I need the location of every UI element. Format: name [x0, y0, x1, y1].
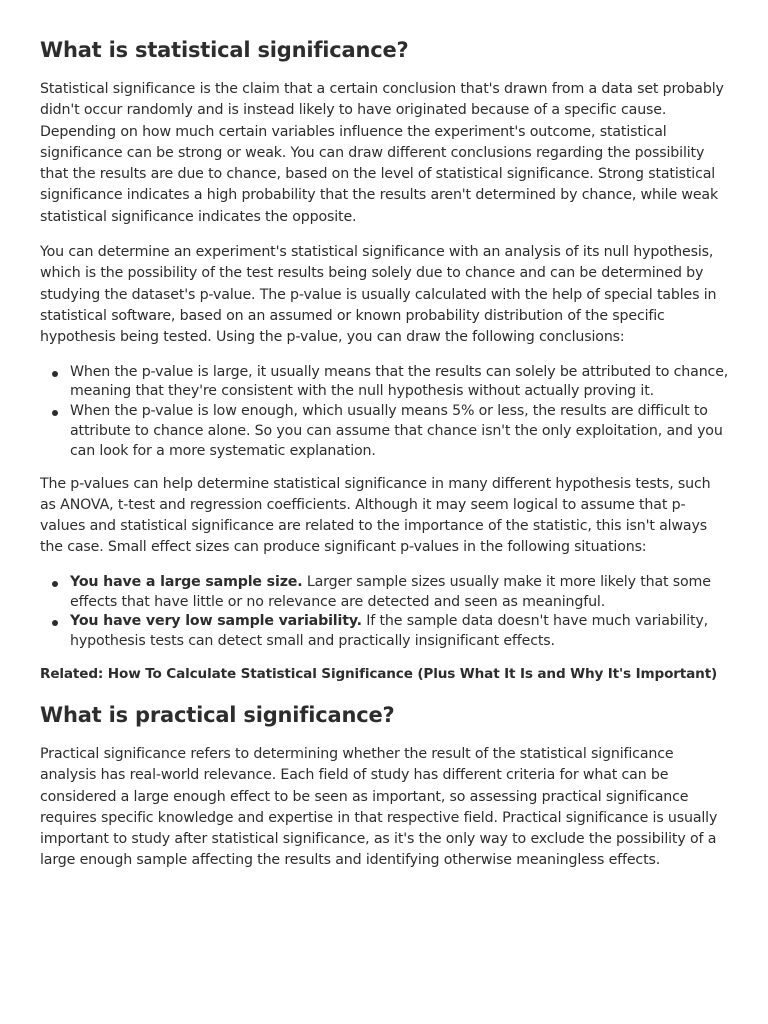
- list-item-text: When the p-value is low enough, which usually means 5% or less, the results are difficult to attribute to chance alone. So you can assume that chance isn't the only exploitation, and you can look for a more systematic explanation.: [70, 403, 723, 459]
- bullet-icon: [52, 410, 58, 416]
- bullet-icon: [52, 581, 58, 587]
- paragraph-practical-significance: Practical significance refers to determining whether the result of the statistical significance analysis has real-world relevance. Each field of study has different criteria for what can be considered a large enough effect to be seen as important, so assessing practical significance requires specific knowledge and expertise in that respective field. Practical significance is usually important to study after statistical significance, as it's the only way to exclude the possibility of a large enough sample affecting the results and identifying otherwise meaningless effects.: [40, 745, 718, 869]
- list-item-bold-lead: You have a large sample size.: [70, 573, 303, 590]
- list-item-text: Larger sample sizes usually make it more likely that some effects that have little or no relevance are detected and seen as meaningful.: [70, 573, 711, 610]
- list-item-bold-lead: You have very low sample variability.: [70, 613, 362, 630]
- bullet-icon: [52, 371, 58, 377]
- section-heading-practical-significance: What is practical significance?: [40, 702, 395, 727]
- list-item: [70, 612, 730, 652]
- list-item-text: When the p-value is large, it usually means that the results can solely be attributed to chance, meaning that they're consistent with the null hypothesis without actually proving it.: [70, 363, 729, 400]
- conclusions-list: [40, 363, 730, 462]
- list-item-text: If the sample data doesn't have much variability, hypothesis tests can detect small and practically insignificant effects.: [70, 613, 709, 650]
- list-item: [70, 363, 730, 403]
- bullet-icon: [52, 620, 58, 626]
- situations-list: [40, 573, 730, 652]
- related-article-link[interactable]: Related: How To Calculate Statistical Significance (Plus What It Is and Why It's Important): [40, 665, 718, 682]
- section-heading-statistical-significance: What is statistical significance?: [40, 38, 409, 62]
- paragraph-definition: Statistical significance is the claim that a certain conclusion that's drawn from a data set probably didn't occur randomly and is instead likely to have originated because of a specific cause. Depending on how much certain variables influence the experiment's outcome, statistical significance can be strong or weak. You can draw different conclusions regarding the possibility that the results are due to chance, based on the level of statistical significance. Strong statistical significance indicates a high probability that the results aren't determined by chance, while weak statistical significance indicates the opposite.: [40, 81, 724, 225]
- paragraph-p-values: The p-values can help determine statistical significance in many different hypothesis tests, such as ANOVA, t-test and regression coefficients. Although it may seem logical to assume that p-values and statistical significance are related to the importance of the statistic, this isn't always the case. Small effect sizes can produce significant p-values in the following situations:: [40, 475, 711, 556]
- list-item: [70, 402, 730, 461]
- list-item: [70, 573, 730, 613]
- paragraph-null-hypothesis: You can determine an experiment's statistical significance with an analysis of its null hypothesis, which is the possibility of the test results being solely due to chance and can be determined by studying the dataset's p-value. The p-value is usually calculated with the help of special tables in statistical software, based on an assumed or known probability distribution of the specific hypothesis being tested. Using the p-value, you can draw the following conclusions:: [40, 244, 717, 346]
